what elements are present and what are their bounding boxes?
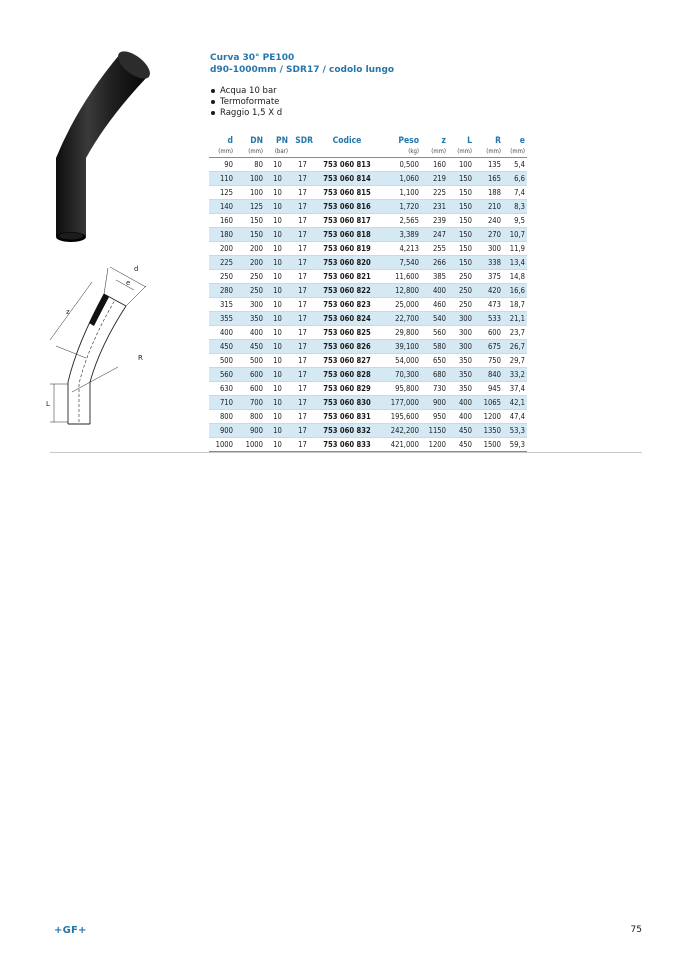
cell-d: 450 (209, 340, 235, 354)
feature-item: Termoformate (210, 97, 394, 108)
cell-l: 450 (448, 424, 474, 438)
cell-codice: 753 060 822 (315, 284, 379, 298)
cell-codice: 753 060 824 (315, 312, 379, 326)
cell-sdr: 17 (290, 424, 315, 438)
cell-pn: 10 (265, 312, 290, 326)
gf-logo: +GF+ (54, 925, 87, 936)
col-header-l: L (467, 136, 472, 146)
cell-codice: 753 060 829 (315, 382, 379, 396)
cell-peso: 2,565 (379, 214, 421, 228)
cell-codice: 753 060 825 (315, 326, 379, 340)
cell-codice: 753 060 828 (315, 368, 379, 382)
cell-pn: 10 (265, 158, 290, 172)
cell-e: 8,3 (503, 200, 527, 214)
product-title: Curva 30° PE100 (210, 53, 295, 63)
cell-l: 150 (448, 186, 474, 200)
cell-l: 350 (448, 382, 474, 396)
cell-r: 1350 (474, 424, 503, 438)
cell-l: 300 (448, 312, 474, 326)
cell-peso: 22,700 (379, 312, 421, 326)
feature-item: Raggio 1,5 X d (210, 108, 394, 119)
cell-r: 1065 (474, 396, 503, 410)
cell-dn: 400 (235, 326, 265, 340)
cell-l: 250 (448, 284, 474, 298)
cell-e: 59,3 (503, 438, 527, 452)
cell-pn: 10 (265, 270, 290, 284)
cell-r: 300 (474, 242, 503, 256)
cell-peso: 195,600 (379, 410, 421, 424)
cell-dn: 450 (235, 340, 265, 354)
cell-e: 42,1 (503, 396, 527, 410)
cell-r: 338 (474, 256, 503, 270)
cell-e: 6,6 (503, 172, 527, 186)
unit-cell (290, 147, 315, 158)
cell-r: 240 (474, 214, 503, 228)
cell-sdr: 17 (290, 396, 315, 410)
cell-sdr: 17 (290, 368, 315, 382)
cell-pn: 10 (265, 396, 290, 410)
cell-codice: 753 060 833 (315, 438, 379, 452)
cell-dn: 700 (235, 396, 265, 410)
cell-sdr: 17 (290, 326, 315, 340)
cell-dn: 250 (235, 284, 265, 298)
table-row (209, 158, 527, 172)
cell-pn: 10 (265, 382, 290, 396)
table-row (209, 228, 527, 242)
cell-pn: 10 (265, 340, 290, 354)
cell-dn: 150 (235, 214, 265, 228)
cell-pn: 10 (265, 172, 290, 186)
cell-peso: 1,100 (379, 186, 421, 200)
cell-e: 18,7 (503, 298, 527, 312)
col-header-r: R (495, 136, 501, 146)
cell-peso: 7,540 (379, 256, 421, 270)
cell-e: 53,3 (503, 424, 527, 438)
cell-peso: 11,600 (379, 270, 421, 284)
table-row (209, 200, 527, 214)
cell-z: 247 (421, 228, 448, 242)
cell-d: 280 (209, 284, 235, 298)
col-header-peso: Peso (398, 136, 419, 146)
bullet-dot-icon (211, 89, 215, 93)
cell-peso: 0,500 (379, 158, 421, 172)
cell-z: 1150 (421, 424, 448, 438)
cell-pn: 10 (265, 214, 290, 228)
cell-dn: 100 (235, 186, 265, 200)
col-header-codice: Codice (332, 136, 362, 146)
cell-pn: 10 (265, 256, 290, 270)
cell-l: 100 (448, 158, 474, 172)
technical-drawing (42, 262, 168, 432)
table-row (209, 270, 527, 284)
cell-l: 350 (448, 368, 474, 382)
unit-cell: (mm) (209, 147, 235, 158)
cell-r: 750 (474, 354, 503, 368)
cell-l: 400 (448, 396, 474, 410)
cell-pn: 10 (265, 368, 290, 382)
cell-codice: 753 060 813 (315, 158, 379, 172)
table-row (209, 410, 527, 424)
cell-pn: 10 (265, 186, 290, 200)
table-row (209, 284, 527, 298)
cell-dn: 500 (235, 354, 265, 368)
dim-label-e: e (126, 279, 131, 287)
cell-pn: 10 (265, 228, 290, 242)
cell-l: 450 (448, 438, 474, 452)
cell-sdr: 17 (290, 382, 315, 396)
cell-pn: 10 (265, 242, 290, 256)
cell-pn: 10 (265, 354, 290, 368)
unit-cell: (mm) (421, 147, 448, 158)
cell-d: 110 (209, 172, 235, 186)
cell-dn: 200 (235, 256, 265, 270)
cell-l: 150 (448, 256, 474, 270)
cell-codice: 753 060 816 (315, 200, 379, 214)
cell-l: 150 (448, 214, 474, 228)
cell-dn: 250 (235, 270, 265, 284)
cell-sdr: 17 (290, 270, 315, 284)
cell-l: 400 (448, 410, 474, 424)
cell-l: 150 (448, 172, 474, 186)
table-row (209, 354, 527, 368)
cell-z: 239 (421, 214, 448, 228)
cell-peso: 95,800 (379, 382, 421, 396)
cell-d: 225 (209, 256, 235, 270)
cell-sdr: 17 (290, 186, 315, 200)
cell-d: 180 (209, 228, 235, 242)
cell-codice: 753 060 820 (315, 256, 379, 270)
cell-sdr: 17 (290, 172, 315, 186)
cell-z: 231 (421, 200, 448, 214)
cell-e: 9,5 (503, 214, 527, 228)
cell-sdr: 17 (290, 340, 315, 354)
cell-d: 900 (209, 424, 235, 438)
cell-e: 37,4 (503, 382, 527, 396)
dim-label-z: z (66, 308, 70, 316)
table-row (209, 214, 527, 228)
cell-peso: 1,060 (379, 172, 421, 186)
table-row (209, 326, 527, 340)
product-header (210, 52, 394, 119)
cell-dn: 100 (235, 172, 265, 186)
cell-pn: 10 (265, 438, 290, 452)
cell-r: 1500 (474, 438, 503, 452)
unit-cell: (mm) (503, 147, 527, 158)
cell-l: 150 (448, 200, 474, 214)
table-row (209, 396, 527, 410)
cell-dn: 125 (235, 200, 265, 214)
section-divider (50, 452, 642, 453)
cell-d: 710 (209, 396, 235, 410)
cell-dn: 1000 (235, 438, 265, 452)
col-header-pn: PN (275, 136, 288, 146)
cell-r: 945 (474, 382, 503, 396)
dim-label-r: R (138, 354, 143, 362)
cell-d: 500 (209, 354, 235, 368)
cell-z: 680 (421, 368, 448, 382)
cell-l: 300 (448, 340, 474, 354)
col-header-sdr: SDR (295, 136, 313, 146)
cell-codice: 753 060 819 (315, 242, 379, 256)
cell-d: 1000 (209, 438, 235, 452)
cell-e: 29,7 (503, 354, 527, 368)
cell-dn: 600 (235, 368, 265, 382)
cell-z: 900 (421, 396, 448, 410)
unit-cell: (mm) (474, 147, 503, 158)
col-header-e: e (519, 136, 525, 146)
dim-label-l: L (46, 400, 50, 408)
unit-cell: (kg) (379, 147, 421, 158)
cell-d: 140 (209, 200, 235, 214)
cell-z: 540 (421, 312, 448, 326)
cell-r: 533 (474, 312, 503, 326)
cell-peso: 29,800 (379, 326, 421, 340)
cell-e: 33,2 (503, 368, 527, 382)
table-row (209, 340, 527, 354)
cell-e: 10,7 (503, 228, 527, 242)
cell-d: 400 (209, 326, 235, 340)
cell-sdr: 17 (290, 256, 315, 270)
cell-e: 26,7 (503, 340, 527, 354)
cell-codice: 753 060 818 (315, 228, 379, 242)
cell-z: 266 (421, 256, 448, 270)
cell-l: 150 (448, 228, 474, 242)
cell-peso: 12,800 (379, 284, 421, 298)
cell-r: 165 (474, 172, 503, 186)
cell-sdr: 17 (290, 312, 315, 326)
table-row (209, 172, 527, 186)
table-body (209, 158, 527, 452)
cell-codice: 753 060 814 (315, 172, 379, 186)
product-subtitle: d90-1000mm / SDR17 / codolo lungo (210, 65, 395, 75)
cell-pn: 10 (265, 298, 290, 312)
cell-sdr: 17 (290, 200, 315, 214)
cell-r: 473 (474, 298, 503, 312)
cell-pn: 10 (265, 284, 290, 298)
cell-r: 210 (474, 200, 503, 214)
cell-pn: 10 (265, 326, 290, 340)
cell-z: 730 (421, 382, 448, 396)
cell-l: 250 (448, 298, 474, 312)
cell-e: 47,4 (503, 410, 527, 424)
cell-codice: 753 060 827 (315, 354, 379, 368)
cell-sdr: 17 (290, 410, 315, 424)
cell-e: 23,7 (503, 326, 527, 340)
page-number: 75 (630, 925, 642, 935)
cell-codice: 753 060 831 (315, 410, 379, 424)
cell-pn: 10 (265, 410, 290, 424)
cell-peso: 39,100 (379, 340, 421, 354)
cell-peso: 70,300 (379, 368, 421, 382)
cell-r: 1200 (474, 410, 503, 424)
col-header-dn: DN (250, 136, 263, 146)
cell-sdr: 17 (290, 214, 315, 228)
cell-codice: 753 060 817 (315, 214, 379, 228)
cell-d: 200 (209, 242, 235, 256)
cell-d: 800 (209, 410, 235, 424)
dim-label-d: d (134, 265, 139, 273)
cell-r: 420 (474, 284, 503, 298)
unit-cell: (mm) (448, 147, 474, 158)
cell-z: 560 (421, 326, 448, 340)
table-row (209, 186, 527, 200)
cell-peso: 177,000 (379, 396, 421, 410)
cell-d: 315 (209, 298, 235, 312)
cell-peso: 54,000 (379, 354, 421, 368)
cell-z: 650 (421, 354, 448, 368)
cell-z: 950 (421, 410, 448, 424)
cell-d: 90 (209, 158, 235, 172)
cell-dn: 150 (235, 228, 265, 242)
cell-d: 250 (209, 270, 235, 284)
table-row (209, 438, 527, 452)
feature-item: Acqua 10 bar (210, 86, 394, 97)
cell-z: 385 (421, 270, 448, 284)
table-row (209, 298, 527, 312)
cell-codice: 753 060 823 (315, 298, 379, 312)
cell-e: 13,4 (503, 256, 527, 270)
cell-peso: 242,200 (379, 424, 421, 438)
cell-z: 219 (421, 172, 448, 186)
cell-z: 1200 (421, 438, 448, 452)
cell-r: 600 (474, 326, 503, 340)
col-header-d: d (227, 136, 233, 146)
cell-r: 840 (474, 368, 503, 382)
cell-dn: 300 (235, 298, 265, 312)
cell-dn: 800 (235, 410, 265, 424)
cell-peso: 421,000 (379, 438, 421, 452)
feature-list (210, 86, 394, 119)
cell-pn: 10 (265, 200, 290, 214)
table-row (209, 256, 527, 270)
cell-sdr: 17 (290, 228, 315, 242)
cell-codice: 753 060 815 (315, 186, 379, 200)
cell-peso: 1,720 (379, 200, 421, 214)
cell-codice: 753 060 832 (315, 424, 379, 438)
cell-e: 7,4 (503, 186, 527, 200)
bullet-dot-icon (211, 111, 215, 115)
cell-codice: 753 060 826 (315, 340, 379, 354)
cell-d: 125 (209, 186, 235, 200)
cell-z: 255 (421, 242, 448, 256)
cell-z: 400 (421, 284, 448, 298)
unit-cell: (mm) (235, 147, 265, 158)
cell-sdr: 17 (290, 242, 315, 256)
cell-z: 225 (421, 186, 448, 200)
cell-sdr: 17 (290, 284, 315, 298)
cell-r: 135 (474, 158, 503, 172)
table-row (209, 382, 527, 396)
cell-dn: 600 (235, 382, 265, 396)
cell-z: 460 (421, 298, 448, 312)
cell-r: 270 (474, 228, 503, 242)
cell-e: 16,6 (503, 284, 527, 298)
table-row (209, 242, 527, 256)
cell-dn: 200 (235, 242, 265, 256)
cell-l: 300 (448, 326, 474, 340)
cell-sdr: 17 (290, 298, 315, 312)
pipe-bend-photo (48, 48, 160, 254)
col-header-z: z (441, 136, 446, 146)
cell-l: 150 (448, 242, 474, 256)
cell-e: 14,8 (503, 270, 527, 284)
cell-d: 160 (209, 214, 235, 228)
cell-d: 355 (209, 312, 235, 326)
cell-d: 630 (209, 382, 235, 396)
cell-z: 580 (421, 340, 448, 354)
table-header-row (209, 136, 527, 147)
specification-table (209, 136, 527, 452)
cell-dn: 80 (235, 158, 265, 172)
cell-sdr: 17 (290, 158, 315, 172)
table-row (209, 424, 527, 438)
cell-d: 560 (209, 368, 235, 382)
cell-dn: 900 (235, 424, 265, 438)
cell-peso: 4,213 (379, 242, 421, 256)
cell-sdr: 17 (290, 354, 315, 368)
cell-codice: 753 060 830 (315, 396, 379, 410)
unit-cell (315, 147, 379, 158)
cell-r: 675 (474, 340, 503, 354)
table-row (209, 368, 527, 382)
cell-pn: 10 (265, 424, 290, 438)
bullet-dot-icon (211, 100, 215, 104)
table-row (209, 312, 527, 326)
cell-sdr: 17 (290, 438, 315, 452)
unit-cell: (bar) (265, 147, 290, 158)
cell-r: 188 (474, 186, 503, 200)
cell-peso: 25,000 (379, 298, 421, 312)
cell-e: 5,4 (503, 158, 527, 172)
cell-e: 21,1 (503, 312, 527, 326)
cell-l: 250 (448, 270, 474, 284)
cell-z: 160 (421, 158, 448, 172)
table-units-row (209, 147, 527, 158)
cell-e: 11,9 (503, 242, 527, 256)
cell-l: 350 (448, 354, 474, 368)
cell-codice: 753 060 821 (315, 270, 379, 284)
cell-dn: 350 (235, 312, 265, 326)
cell-r: 375 (474, 270, 503, 284)
cell-peso: 3,389 (379, 228, 421, 242)
